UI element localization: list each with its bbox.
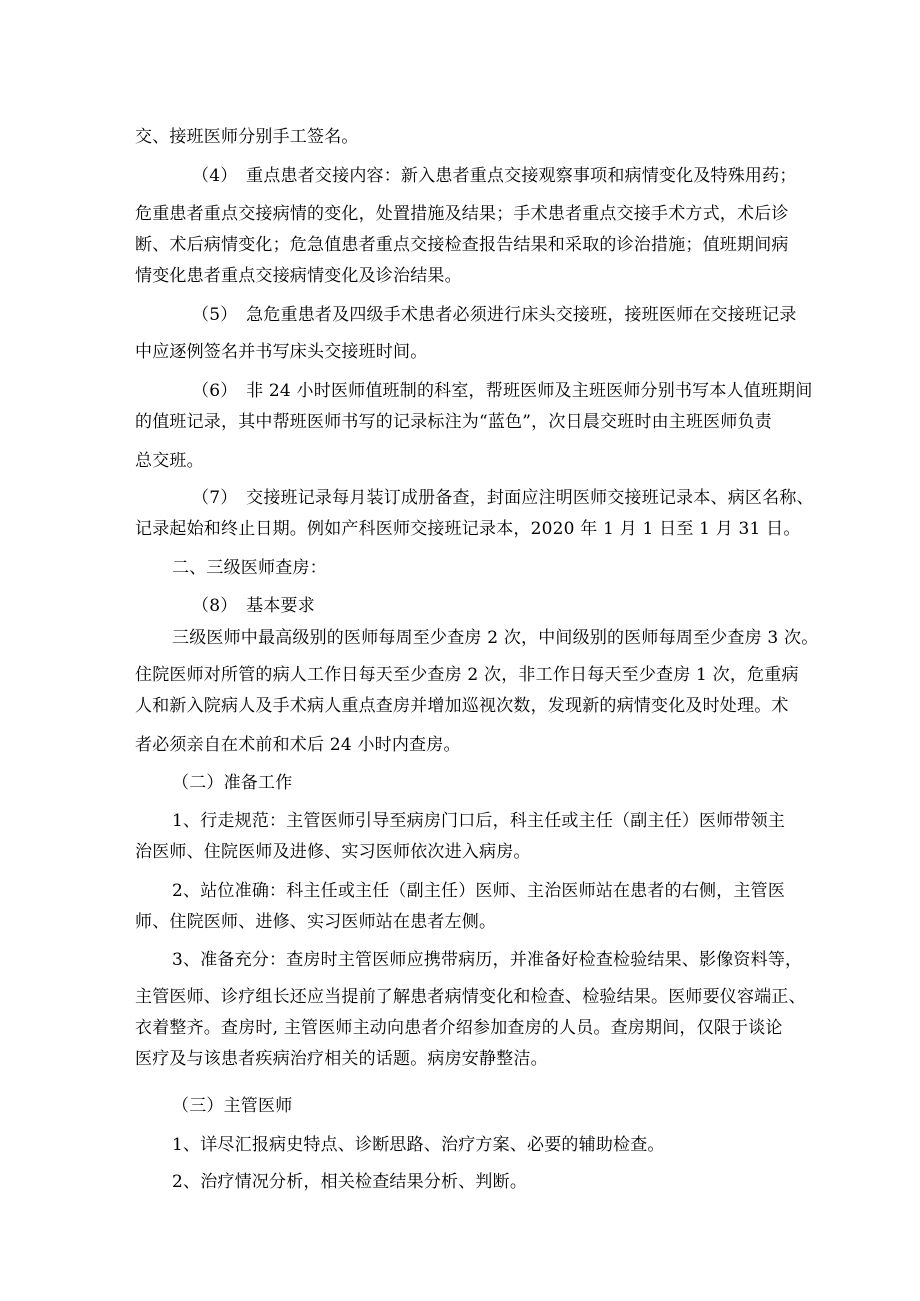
subsection-heading: （三）主管医师	[172, 1096, 293, 1116]
paragraph-line: 情变化患者重点交接病情变化及诊治结果。	[135, 266, 462, 286]
paragraph-line: 1、行走规范：主管医师引导至病房门口后，科主任或主任（副主任）医师带领主	[172, 811, 786, 831]
paragraph-line: 3、准备充分：查房时主管医师应携带病历，并准备好检查检验结果、影像资料等，	[172, 950, 803, 970]
paragraph-line: 记录起始和终止日期。例如产科医师交接班记录本，2020 年 1 月 1 日至 1 月 31 日。	[135, 519, 801, 539]
paragraph-line: （8） 基本要求	[192, 596, 315, 616]
paragraph-line: （6） 非 24 小时医师值班制的科室，帮班医师及主班医师分别书写本人值班期间	[192, 381, 813, 401]
paragraph-line: 三级医师中最高级别的医师每周至少查房 2 次，中间级别的医师每周至少查房 3 次。	[172, 628, 819, 648]
paragraph-line: （5） 急危重患者及四级手术患者必须进行床头交接班，接班医师在交接班记录	[192, 305, 797, 325]
paragraph-line: 中应逐例签名并书写床头交接班时间。	[135, 342, 428, 362]
paragraph-line: 总交班。	[135, 451, 204, 471]
paragraph-line: 住院医师对所管的病人工作日每天至少查房 2 次，非工作日每天至少查房 1 次，危重病	[135, 665, 799, 685]
paragraph-line: 主管医师、诊疗组长还应当提前了解患者病情变化和检查、检验结果。医师要仪容端正、	[135, 987, 806, 1007]
paragraph-line: 1、详尽汇报病史特点、诊断思路、治疗方案、必要的辅助检查。	[172, 1135, 665, 1155]
paragraph-line: 断、术后病情变化；危急值患者重点交接检查报告结果和采取的诊治措施；值班期间病	[135, 235, 789, 255]
paragraph-line: 2、治疗情况分析，相关检查结果分析、判断。	[172, 1172, 528, 1192]
paragraph-line: 治医师、住院医师及进修、实习医师依次进入病房。	[135, 842, 531, 862]
paragraph-line: 危重患者重点交接病情的变化，处置措施及结果；手术患者重点交接手术方式，术后诊	[135, 204, 789, 224]
subsection-heading: （二）准备工作	[172, 773, 293, 793]
paragraph-line: 者必须亲自在术前和术后 24 小时内查房。	[135, 735, 461, 755]
paragraph-line: 的值班记录，其中帮班医师书写的记录标注为“蓝色”，次日晨交班时由主班医师负责	[135, 412, 772, 432]
paragraph-line: （7） 交接班记录每月装订成册备查，封面应注明医师交接班记录本、病区名称、	[192, 488, 814, 508]
paragraph-line: 医疗及与该患者疾病治疗相关的话题。病房安静整洁。	[135, 1049, 548, 1069]
paragraph-line: 交、接班医师分别手工签名。	[135, 127, 359, 147]
section-heading: 二、三级医师查房：	[172, 558, 327, 578]
paragraph-line: （4） 重点患者交接内容：新入患者重点交接观察事项和病情变化及特殊用药；	[192, 166, 797, 186]
paragraph-line: 人和新入院病人及手术病人重点查房并增加巡视次数，发现新的病情变化及时处理。术	[135, 696, 789, 716]
paragraph-line: 师、住院医师、进修、实习医师站在患者左侧。	[135, 912, 497, 932]
paragraph-line: 衣着整齐。查房时, 主管医师主动向患者介绍参加查房的人员。查房期间，仅限于谈论	[135, 1018, 783, 1038]
paragraph-line: 2、站位准确：科主任或主任（副主任）医师、主治医师站在患者的右侧，主管医	[172, 881, 786, 901]
